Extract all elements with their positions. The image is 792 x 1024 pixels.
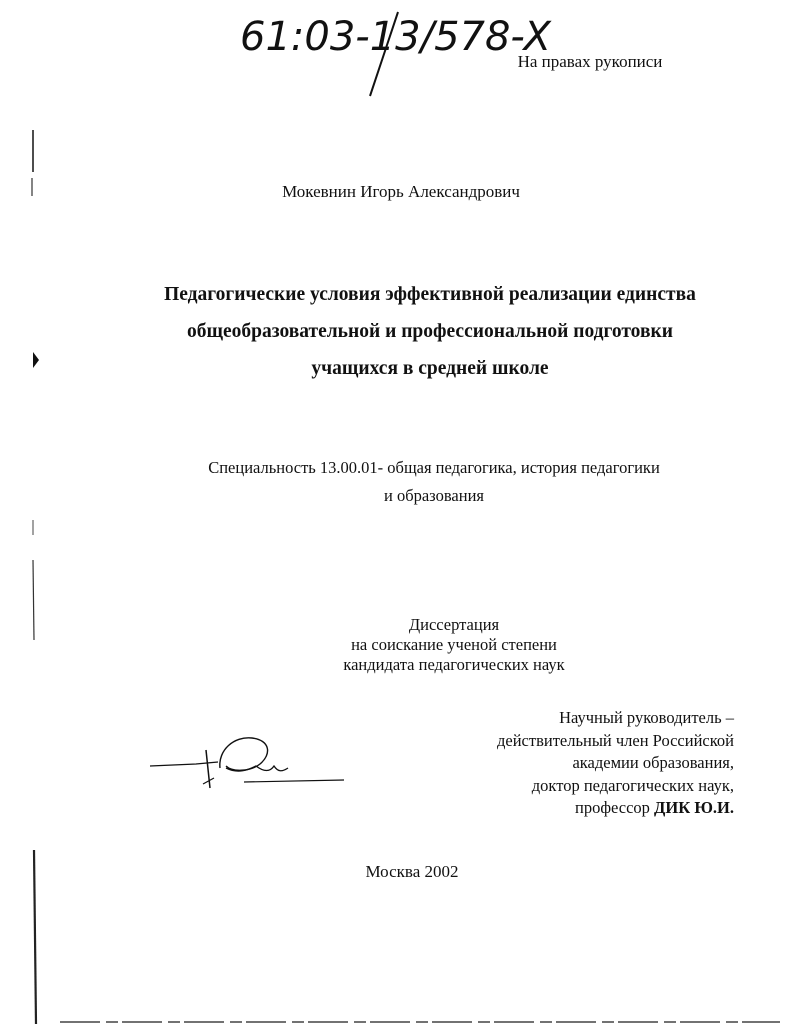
- specialty-line: и образования: [384, 486, 484, 505]
- specialty: [100, 454, 768, 510]
- supervisor-line: академии образования,: [572, 753, 734, 772]
- title-line: Педагогические условия эффективной реализации единства: [164, 284, 696, 305]
- svg-text:61:03-13/578-X: 61:03-13/578-X: [240, 14, 551, 60]
- supervisor-line: действительный член Российской: [497, 730, 734, 750]
- degree-statement: [254, 615, 654, 675]
- city-year: Москва 2002: [365, 862, 459, 881]
- title-line: учащихся в средней школе: [311, 358, 549, 379]
- dissertation-title: [100, 276, 760, 387]
- supervisor-line: Научный руководитель –: [559, 708, 734, 727]
- supervisor-name: ДИК Ю.И.: [654, 798, 734, 817]
- degree-line: кандидата педагогических наук: [343, 655, 565, 674]
- title-line: общеобразовательной и профессиональной подготовки: [187, 321, 673, 342]
- degree-line: на соискание ученой степени: [351, 635, 557, 654]
- supervisor-line: доктор педагогических наук,: [531, 775, 734, 795]
- rights-notice: На правах рукописи: [517, 52, 663, 71]
- degree-line: Диссертация: [408, 615, 500, 634]
- supervisor-block: [380, 707, 734, 820]
- author-name: Мокевнин Игорь Александрович: [282, 182, 520, 201]
- supervisor-rank: профессор: [575, 798, 650, 817]
- supervisor-name-line: [380, 797, 734, 820]
- scan-bottom-edge: [60, 1016, 780, 1024]
- scan-edge-marks: [0, 0, 60, 1024]
- specialty-line: Специальность 13.00.01- общая педагогика, история педагогики: [208, 458, 660, 477]
- handwritten-signature: [148, 728, 348, 794]
